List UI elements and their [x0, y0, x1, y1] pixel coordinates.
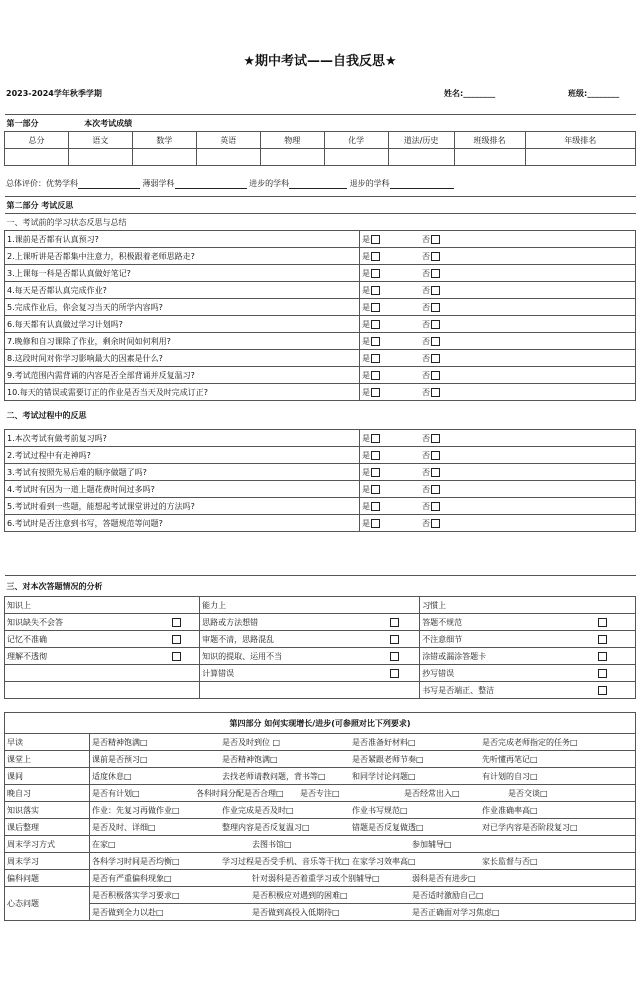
no-box — [431, 371, 440, 380]
question-text: 10.每天的错误或需要订正的作业是否当天及时完成订正? — [5, 384, 360, 401]
question-text: 2.考试过程中有走神吗? — [5, 447, 360, 464]
habit-item: 书写是否端正、整洁 — [420, 682, 569, 699]
growth-item[interactable]: 针对弱科是否着重学习或个别辅导□ — [252, 874, 380, 883]
ability-item: 知识的提取、运用不当 — [200, 648, 368, 665]
growth-item[interactable]: 是否积极应对遇到的困难□ — [252, 891, 348, 900]
growth-row — [5, 768, 636, 785]
class-field[interactable]: 班级:________ — [568, 89, 620, 98]
no-checkbox[interactable]: 否 — [420, 447, 636, 464]
question-row — [5, 265, 636, 282]
no-checkbox[interactable]: 否 — [420, 498, 636, 515]
growth-row — [5, 836, 636, 853]
part2-heading: 第二部分 考试反思 — [5, 197, 636, 214]
growth-item[interactable]: 是否精神饱满□ — [222, 755, 278, 764]
yes-checkbox[interactable]: 是 — [360, 498, 421, 515]
no-checkbox[interactable]: 否 — [420, 481, 636, 498]
yes-box — [371, 286, 380, 295]
analysis-checkbox[interactable] — [390, 618, 399, 627]
growth-item[interactable]: 是否正确面对学习焦虑□ — [412, 908, 500, 917]
analysis-checkbox[interactable] — [598, 686, 607, 695]
growth-item[interactable]: 整理内容是否反复温习□ — [222, 823, 310, 832]
part3-heading: 三、对本次答题情况的分析 — [5, 576, 636, 597]
question-text: 8.这段时间对你学习影响最大的因素是什么? — [5, 350, 360, 367]
growth-item[interactable]: 是否紧跟老师节奏□ — [352, 755, 424, 764]
question-row — [5, 333, 636, 350]
question-text: 6.考试时是否注意到书写，答题规范等问题? — [5, 515, 360, 532]
col-knowledge: 知识上 — [5, 597, 200, 614]
growth-item[interactable]: 参加辅导□ — [412, 840, 452, 849]
analysis-checkbox[interactable] — [172, 618, 181, 627]
yes-box — [371, 269, 380, 278]
part2-sec1: 一、考试前的学习状态反思与总结 — [5, 214, 636, 231]
knowledge-item: 知识缺失不会答 — [5, 614, 153, 631]
page-title: ★期中考试——自我反思★ — [243, 54, 397, 69]
growth-label: 课堂上 — [5, 751, 90, 768]
growth-item[interactable]: 弱科是否有进步□ — [412, 874, 476, 883]
growth-item[interactable]: 先听懂再笔记□ — [482, 755, 538, 764]
growth-label: 课间 — [5, 768, 90, 785]
habit-item: 不注意细节 — [420, 631, 569, 648]
no-checkbox[interactable]: 否 — [420, 464, 636, 481]
growth-row — [5, 785, 636, 802]
growth-row — [5, 751, 636, 768]
ability-item: 思路或方法想错 — [200, 614, 368, 631]
no-checkbox[interactable]: 否 — [420, 515, 636, 532]
growth-item[interactable]: 是否准备好材料□ — [352, 738, 416, 747]
part4-table — [4, 712, 636, 921]
growth-label: 周末学习 — [5, 853, 90, 870]
growth-item[interactable]: 是否有计划□ — [92, 789, 140, 798]
yes-box — [371, 451, 380, 460]
yes-box — [371, 388, 380, 397]
question-text: 7.晚修和自习课除了作业，剩余时间如何利用? — [5, 333, 360, 350]
name-field[interactable]: 姓名:________ — [444, 89, 496, 98]
growth-item[interactable]: 作业：先复习再做作业□ — [92, 806, 180, 815]
subject-header: 班级排名 — [454, 132, 525, 149]
question-row — [5, 282, 636, 299]
habit-item: 涂错或漏涂答题卡 — [420, 648, 569, 665]
growth-item[interactable]: 是否有严重偏科现象□ — [92, 874, 172, 883]
term-label: 2023-2024学年秋季学期 — [6, 89, 102, 98]
no-checkbox[interactable]: 否 — [420, 316, 636, 333]
part2-table — [4, 196, 636, 532]
col-ability: 能力上 — [200, 597, 420, 614]
no-checkbox[interactable]: 否 — [420, 231, 636, 248]
ability-item: 计算错误 — [200, 665, 368, 682]
growth-item[interactable]: 是否及时、详细□ — [92, 823, 156, 832]
growth-item[interactable]: 适度休息□ — [92, 772, 132, 781]
ability-item: 审题不清，思路混乱 — [200, 631, 368, 648]
growth-item[interactable]: 是否精神饱满□ — [92, 738, 148, 747]
blank-strong[interactable] — [78, 180, 140, 189]
growth-item[interactable]: 学习过程是否受手机、音乐等干扰□ — [222, 857, 350, 866]
knowledge-item: 理解不透彻 — [5, 648, 153, 665]
analysis-row — [5, 631, 636, 648]
growth-item[interactable]: 去图书馆□ — [252, 840, 292, 849]
no-box — [431, 235, 440, 244]
growth-item[interactable]: 在家□ — [92, 840, 116, 849]
score-cell[interactable] — [196, 149, 260, 166]
question-text: 1.课前是否都有认真预习? — [5, 231, 360, 248]
analysis-checkbox[interactable] — [390, 635, 399, 644]
growth-label: 课后整理 — [5, 819, 90, 836]
part1-table — [4, 114, 636, 166]
no-box — [431, 269, 440, 278]
empty-cell — [200, 682, 368, 699]
subject-header: 年级排名 — [525, 132, 635, 149]
yes-checkbox[interactable]: 是 — [360, 350, 421, 367]
part3-table — [4, 575, 636, 699]
question-row — [5, 231, 636, 248]
question-text: 9.考试范围内需背诵的内容是否全部背诵并反复温习? — [5, 367, 360, 384]
analysis-checkbox[interactable] — [598, 618, 607, 627]
question-text: 2.上课听讲是否都集中注意力，积极跟着老师思路走? — [5, 248, 360, 265]
growth-item[interactable]: 是否专注□ — [300, 789, 340, 798]
no-box — [431, 286, 440, 295]
question-row — [5, 464, 636, 481]
col-habit: 习惯上 — [420, 597, 636, 614]
question-row — [5, 299, 636, 316]
growth-item[interactable]: 是否交谈□ — [508, 789, 548, 798]
subject-header: 道法/历史 — [388, 132, 454, 149]
no-box — [431, 451, 440, 460]
score-cell[interactable] — [454, 149, 525, 166]
no-box — [431, 303, 440, 312]
yes-checkbox[interactable]: 是 — [360, 282, 421, 299]
no-box — [431, 485, 440, 494]
growth-item[interactable]: 作业准确率高□ — [482, 806, 538, 815]
no-box — [431, 320, 440, 329]
growth-row — [5, 853, 636, 870]
blank-regress[interactable] — [390, 180, 454, 189]
growth-item[interactable]: 是否积极落实学习要求□ — [92, 891, 180, 900]
analysis-checkbox[interactable] — [598, 652, 607, 661]
analysis-checkbox[interactable] — [172, 635, 181, 644]
score-cell[interactable] — [132, 149, 196, 166]
yes-checkbox[interactable]: 是 — [360, 333, 421, 350]
score-cell[interactable] — [388, 149, 454, 166]
question-text: 1.本次考试有做考前复习吗? — [5, 430, 360, 447]
no-box — [431, 252, 440, 261]
no-checkbox[interactable]: 否 — [420, 350, 636, 367]
growth-item[interactable]: 是否做到高投入低期待□ — [252, 908, 340, 917]
no-box — [431, 434, 440, 443]
growth-row — [5, 734, 636, 751]
question-text: 4.考试时有因为一道上题花费时间过多吗? — [5, 481, 360, 498]
subject-header: 化学 — [324, 132, 388, 149]
no-box — [431, 337, 440, 346]
analysis-checkbox[interactable] — [598, 635, 607, 644]
subject-header: 数学 — [132, 132, 196, 149]
growth-label: 知识落实 — [5, 802, 90, 819]
question-row — [5, 316, 636, 333]
no-box — [431, 388, 440, 397]
blank-progress[interactable] — [289, 180, 347, 189]
no-box — [431, 519, 440, 528]
growth-item[interactable]: 和同学讨论问题□ — [352, 772, 416, 781]
subject-header: 总分 — [5, 132, 69, 149]
question-row — [5, 248, 636, 265]
growth-item[interactable]: 有计划的自习□ — [482, 772, 538, 781]
yes-box — [371, 519, 380, 528]
growth-item[interactable]: 是否完成老师指定的任务□ — [482, 738, 578, 747]
yes-checkbox[interactable]: 是 — [360, 515, 421, 532]
growth-item[interactable]: 家长监督与否□ — [482, 857, 538, 866]
growth-item[interactable]: 各科学习时间是否均衡□ — [92, 857, 180, 866]
growth-label: 早读 — [5, 734, 90, 751]
analysis-row — [5, 665, 636, 682]
yes-box — [371, 468, 380, 477]
growth-label: 晚自习 — [5, 785, 90, 802]
growth-label: 周末学习方式 — [5, 836, 90, 853]
question-row — [5, 515, 636, 532]
no-checkbox[interactable]: 否 — [420, 299, 636, 316]
yes-checkbox[interactable]: 是 — [360, 231, 421, 248]
yes-checkbox[interactable]: 是 — [360, 367, 421, 384]
subject-header: 物理 — [260, 132, 324, 149]
question-text: 3.上课每一科是否都认真做好笔记? — [5, 265, 360, 282]
yes-box — [371, 337, 380, 346]
analysis-row — [5, 648, 636, 665]
analysis-checkbox[interactable] — [172, 652, 181, 661]
no-checkbox[interactable]: 否 — [420, 384, 636, 401]
part1-subheading: 本次考试成绩 — [84, 118, 133, 128]
growth-item[interactable]: 各科时间分配是否合理□ — [196, 789, 284, 798]
growth-item[interactable]: 在家学习效率高□ — [352, 857, 416, 866]
growth-item[interactable]: 作业书写规范□ — [352, 806, 408, 815]
question-row — [5, 481, 636, 498]
habit-item: 抄写错误 — [420, 665, 569, 682]
yes-checkbox[interactable]: 是 — [360, 481, 421, 498]
growth-item[interactable]: 作业完成是否及时□ — [222, 806, 294, 815]
yes-box — [371, 502, 380, 511]
score-cell[interactable] — [68, 149, 132, 166]
yes-box — [371, 371, 380, 380]
question-text: 3.考试有按照先易后难的顺序做题了吗? — [5, 464, 360, 481]
yes-checkbox[interactable]: 是 — [360, 430, 421, 447]
subject-header: 语文 — [68, 132, 132, 149]
growth-item[interactable]: 是否及时到位 □ — [222, 738, 281, 747]
analysis-checkbox[interactable] — [598, 669, 607, 678]
yes-checkbox[interactable]: 是 — [360, 384, 421, 401]
evaluation-row: 总体评价：优势学科 薄弱学科 进步的学科 退步的学科 — [6, 178, 454, 189]
growth-row — [5, 819, 636, 836]
yes-checkbox[interactable]: 是 — [360, 299, 421, 316]
growth-item[interactable]: 对已学内容是否阶段复习□ — [482, 823, 578, 832]
question-text: 6.每天都有认真做过学习计划吗? — [5, 316, 360, 333]
analysis-checkbox[interactable] — [390, 669, 399, 678]
growth-label: 心态问题 — [5, 887, 90, 921]
growth-item[interactable]: 错题是否反复做透□ — [352, 823, 424, 832]
yes-box — [371, 320, 380, 329]
no-box — [431, 468, 440, 477]
yes-box — [371, 485, 380, 494]
growth-label: 偏科问题 — [5, 870, 90, 887]
question-row — [5, 498, 636, 515]
no-checkbox[interactable]: 否 — [420, 248, 636, 265]
blank-weak[interactable] — [175, 180, 247, 189]
no-checkbox[interactable]: 否 — [420, 265, 636, 282]
growth-row — [5, 802, 636, 819]
analysis-checkbox[interactable] — [390, 652, 399, 661]
part4-heading: 第四部分 如何实现增长/进步(可参照对比下列要求) — [5, 713, 636, 734]
growth-item[interactable]: 是否经常出入□ — [404, 789, 460, 798]
yes-checkbox[interactable]: 是 — [360, 316, 421, 333]
yes-box — [371, 235, 380, 244]
growth-item[interactable]: 是否适时激励自己□ — [412, 891, 484, 900]
empty-cell — [5, 682, 153, 699]
growth-row — [5, 904, 636, 921]
no-box — [431, 354, 440, 363]
question-text: 5.考试时看到一些题，能想起考试课堂讲过的方法吗? — [5, 498, 360, 515]
growth-item[interactable]: 是否做到全力以赴□ — [92, 908, 164, 917]
growth-row — [5, 870, 636, 887]
growth-item[interactable]: 课前是否预习□ — [92, 755, 148, 764]
yes-checkbox[interactable]: 是 — [360, 248, 421, 265]
question-row — [5, 447, 636, 464]
part2-sec2: 二、考试过程中的反思 — [5, 401, 636, 430]
question-text: 4.每天是否都认真完成作业? — [5, 282, 360, 299]
question-row — [5, 350, 636, 367]
no-checkbox[interactable]: 否 — [420, 430, 636, 447]
score-cell[interactable] — [260, 149, 324, 166]
question-row — [5, 367, 636, 384]
subject-header: 英语 — [196, 132, 260, 149]
no-box — [431, 502, 440, 511]
yes-box — [371, 252, 380, 261]
question-row — [5, 430, 636, 447]
yes-box — [371, 354, 380, 363]
no-checkbox[interactable]: 否 — [420, 333, 636, 350]
growth-item[interactable]: 去找老师请教问题，背书等□ — [222, 772, 326, 781]
question-text: 5.完成作业后，你会复习当天的所学内容吗? — [5, 299, 360, 316]
yes-box — [371, 303, 380, 312]
no-checkbox[interactable]: 否 — [420, 367, 636, 384]
empty-cell — [5, 665, 153, 682]
yes-box — [371, 434, 380, 443]
score-cell[interactable] — [5, 149, 69, 166]
part1-heading: 第一部分 — [6, 118, 39, 128]
score-cell[interactable] — [324, 149, 388, 166]
yes-checkbox[interactable]: 是 — [360, 265, 421, 282]
score-cell[interactable] — [525, 149, 635, 166]
analysis-row — [5, 614, 636, 631]
yes-checkbox[interactable]: 是 — [360, 447, 421, 464]
analysis-row — [5, 682, 636, 699]
growth-row — [5, 887, 636, 904]
question-row — [5, 384, 636, 401]
knowledge-item: 记忆不准确 — [5, 631, 153, 648]
no-checkbox[interactable]: 否 — [420, 282, 636, 299]
habit-item: 答题不规范 — [420, 614, 569, 631]
yes-checkbox[interactable]: 是 — [360, 464, 421, 481]
